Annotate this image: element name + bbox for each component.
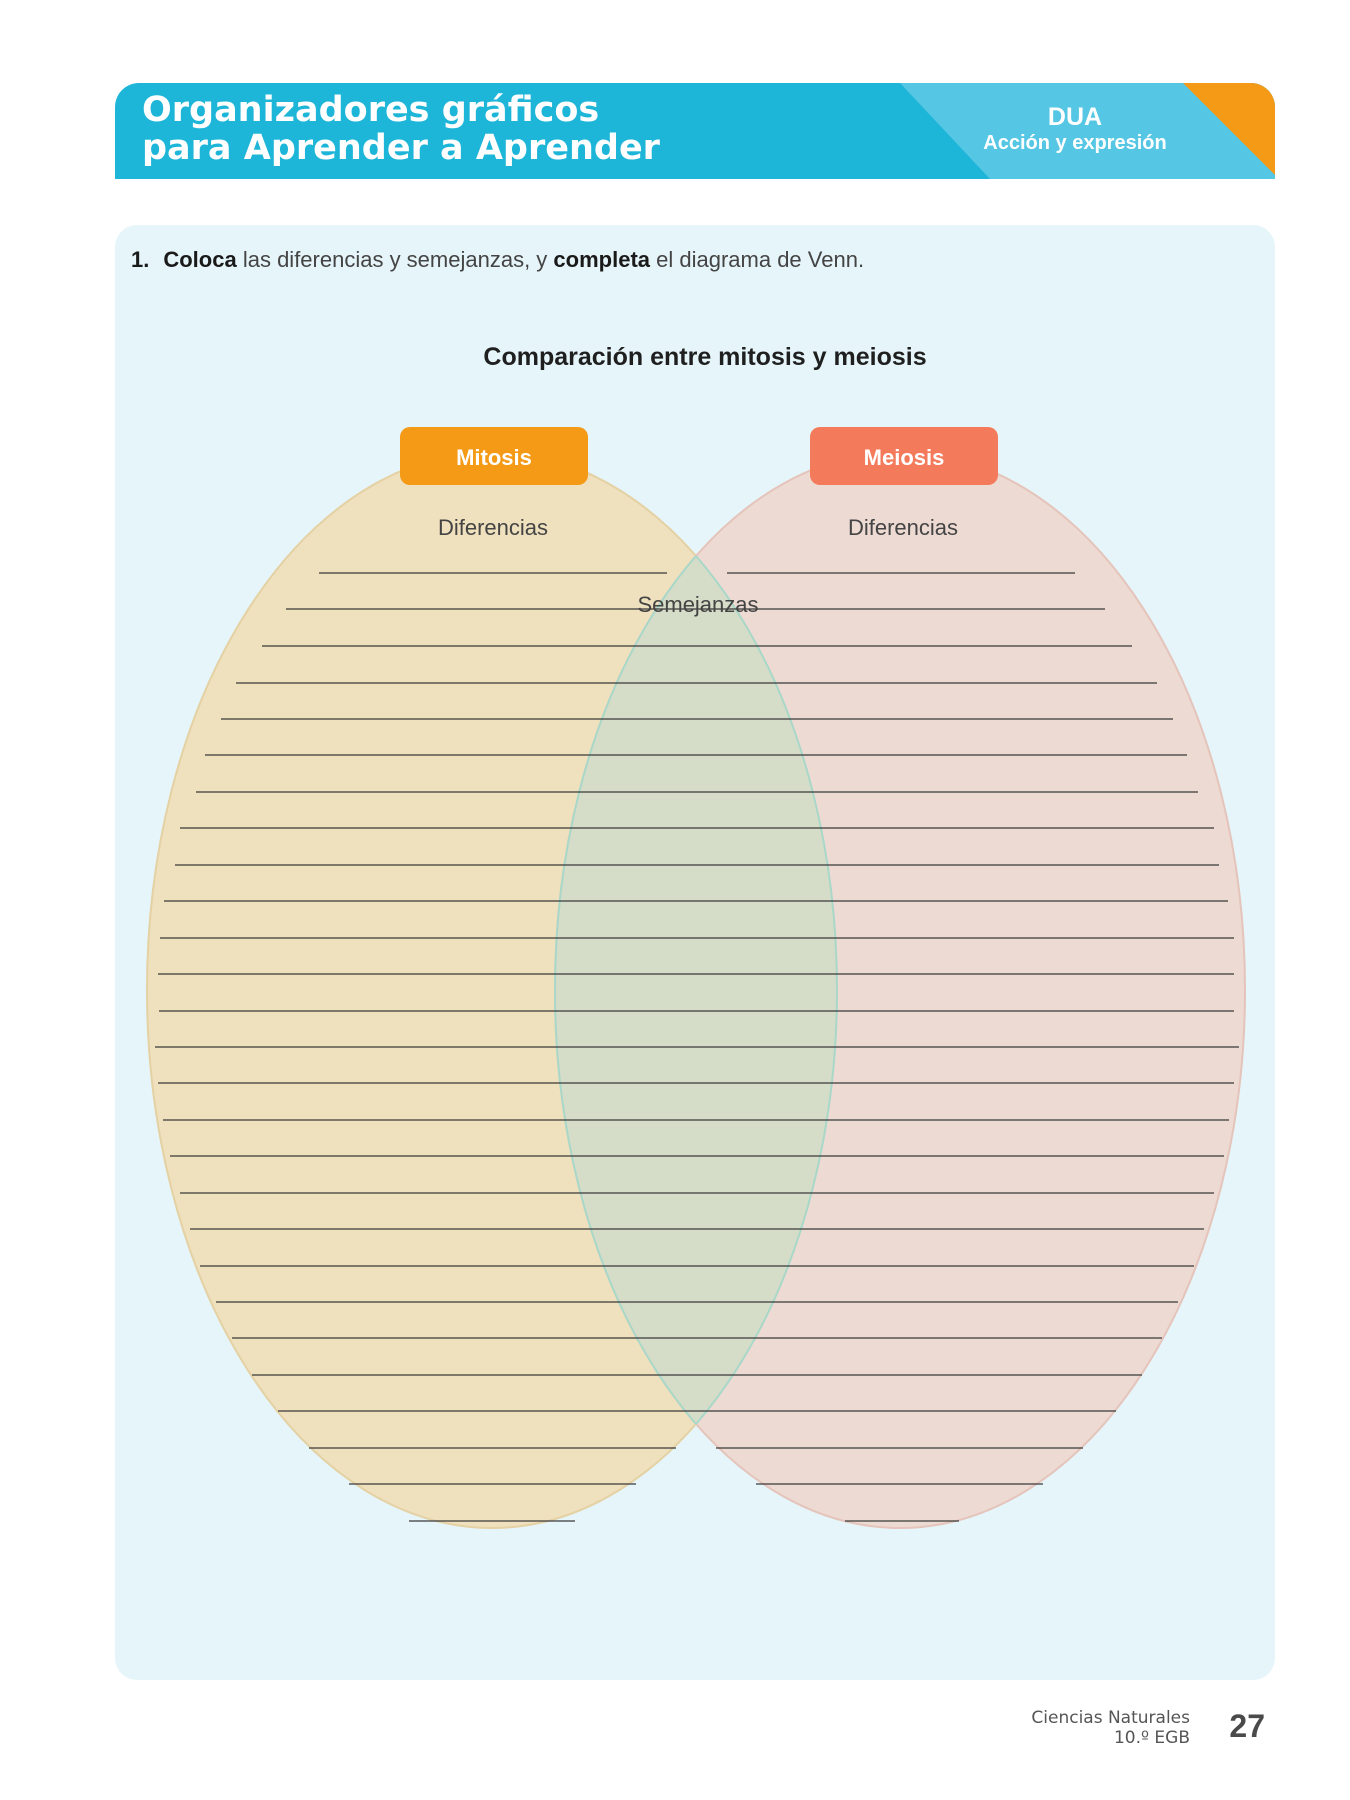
- meiosis-label: Meiosis: [863, 445, 945, 470]
- footer-grade: 10.º EGB: [1113, 1728, 1190, 1748]
- instruction-verb-2: completa: [553, 247, 651, 272]
- meiosis-tab: [810, 427, 998, 485]
- header-title: [142, 91, 660, 167]
- instruction-verb-1: Coloca: [163, 247, 237, 272]
- diagram-title: Comparación entre mitosis y meiosis: [483, 343, 927, 371]
- venn-diagram: [115, 225, 1275, 1680]
- mitosis-differences-label: Diferencias: [437, 515, 549, 540]
- header-banner: [115, 83, 1275, 179]
- header-title-line1: Organizadores gráficos: [142, 90, 600, 130]
- header-title-line2: para Aprender a Aprender: [142, 128, 660, 168]
- dua-badge-subtitle: Acción y expresión: [983, 132, 1167, 154]
- activity-panel: [115, 225, 1275, 1680]
- dua-badge: [955, 103, 1195, 155]
- page-number: 27: [1229, 1708, 1265, 1744]
- instruction-text-1: las diferencias y semejanzas, y: [236, 247, 554, 272]
- mitosis-tab: [400, 427, 588, 485]
- similarities-label: Semejanzas: [637, 592, 759, 617]
- mitosis-label: Mitosis: [456, 445, 532, 470]
- activity-number: 1.: [131, 247, 150, 272]
- footer-subject-name: Ciencias Naturales: [1031, 1708, 1190, 1728]
- dua-badge-title: DUA: [1047, 103, 1103, 131]
- footer-subject: [1031, 1708, 1190, 1748]
- instruction-text-2: el diagrama de Venn.: [650, 247, 865, 272]
- meiosis-differences-label: Diferencias: [847, 515, 959, 540]
